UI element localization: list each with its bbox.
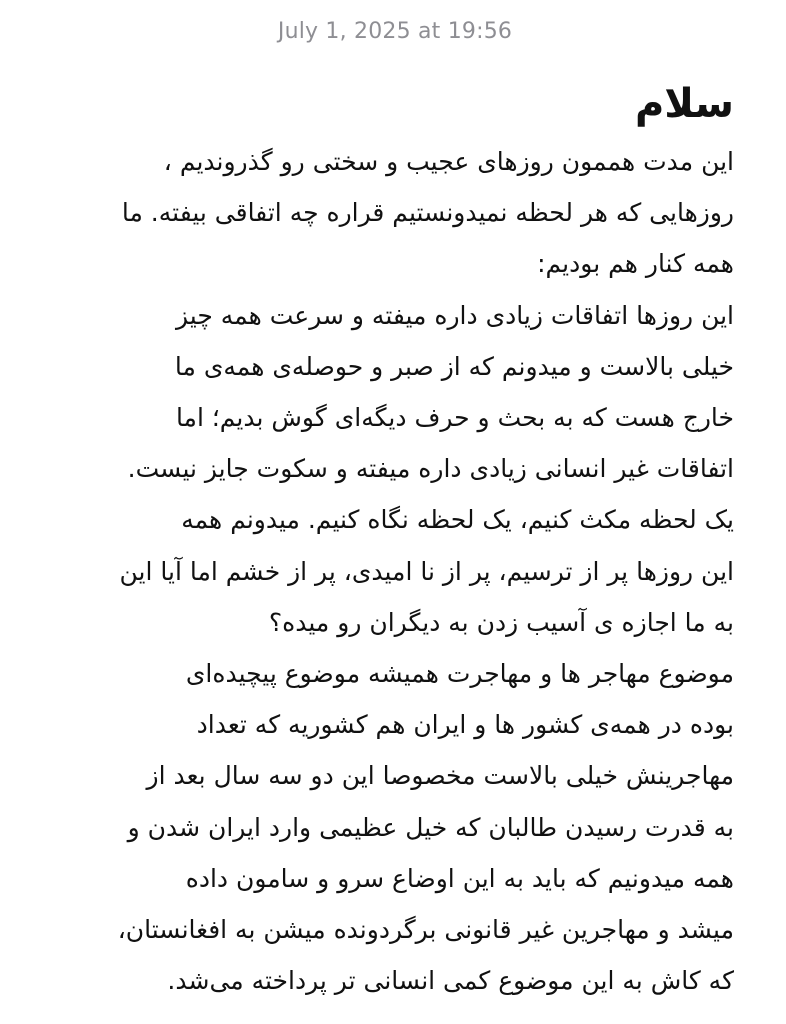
note-line: خارج هست که به بحث و حرف دیگه‌ای گوش بدیم؛ اما	[175, 403, 734, 433]
note-line: به ما اجازه ی آسیب زدن به دیگران رو میده؟	[268, 607, 734, 637]
note-line: این روزها پر از ترسیم، پر از نا امیدی، پر از خشم اما آیا این	[119, 556, 734, 586]
note-line: همه میدونیم که باید به این اوضاع سرو و سامون داده	[185, 863, 734, 893]
note-line: به قدرت رسیدن طالبان که خیل عظیمی وارد ایران شدن و	[127, 812, 734, 842]
note-line: میشد و مهاجرین غیر قانونی برگردونده میشن به افغانستان،	[117, 915, 734, 945]
note-line: موضوع مهاجر ها و مهاجرت همیشه موضوع پیچیده‌ای	[185, 659, 734, 689]
note-timestamp: July 1, 2025 at 19:56	[277, 19, 513, 44]
note-title[interactable]: سلام	[634, 81, 734, 127]
note-line: اتفاقات غیر انسانی زیادی داره میفته و سکوت جایز نیست.	[127, 454, 734, 484]
note-line: خیلی بالاست و میدونم که از صبر و حوصله‌ی همه‌ی ما	[174, 351, 734, 381]
note-line: این روزها اتفاقات زیادی داره میفته و سرعت همه چیز	[176, 300, 734, 330]
note-line: یک لحظه مکث کنیم، یک لحظه نگاه کنیم. میدونم همه	[181, 505, 734, 535]
note-line: بوده در همه‌ی کشور ها و ایران هم کشوریه که تعداد	[196, 710, 734, 740]
note-line: همه کنار هم بودیم:	[537, 249, 734, 279]
note-line: که کاش به این موضوع کمی انسانی تر پرداخته می‌شد.	[167, 966, 734, 996]
note-body[interactable]	[56, 136, 734, 1006]
note-line: مهاجرینش خیلی بالاست مخصوصا این دو سه سال بعد از	[146, 761, 734, 791]
note-line: این مدت هممون روزهای عجیب و سختی رو گذروندیم ،	[163, 147, 734, 176]
note-line: روزهایی که هر لحظه نمیدونستیم قراره چه اتفاقی بیفته. ما	[121, 198, 734, 228]
